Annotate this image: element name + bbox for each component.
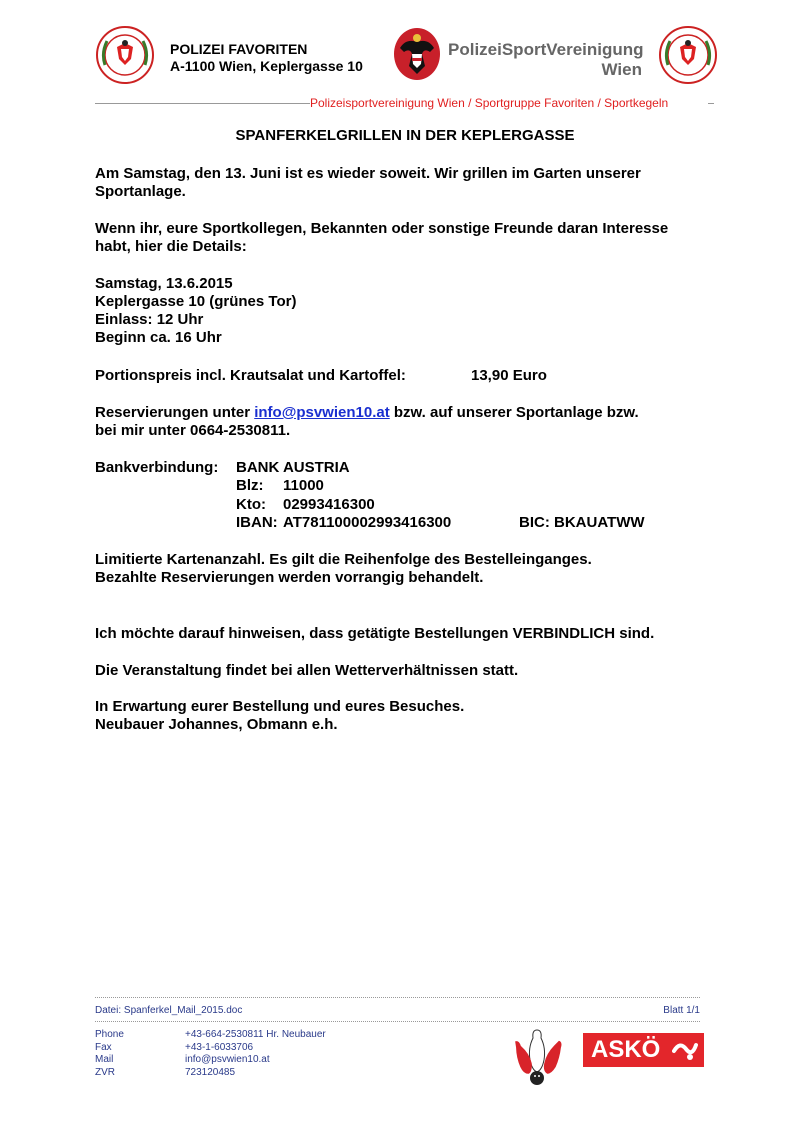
footer-rule-bottom [95, 1021, 700, 1022]
sportkegeln-badge-right [658, 25, 718, 85]
contact-mail-value[interactable]: info@psvwien10.at [185, 1054, 270, 1065]
detail-start: Beginn ca. 16 Uhr [95, 329, 222, 346]
bic-value: BIC: BKAUATWW [519, 514, 645, 531]
document-title: SPANFERKELGRILLEN IN DER KEPLERGASSE [235, 127, 575, 144]
contact-fax-value: +43-1-6033706 [185, 1041, 254, 1053]
kto-value: 02993416300 [283, 496, 375, 513]
asko-logo [583, 1033, 704, 1067]
asko-swoosh-icon [672, 1037, 698, 1063]
closing-line-1: In Erwartung eurer Bestellung und eures Besuches. [95, 698, 465, 715]
header-rule-left [95, 103, 310, 104]
bank-label: Bankverbindung: [95, 459, 219, 476]
contact-phone-label: Phone [95, 1029, 124, 1040]
detail-date: Samstag, 13.6.2015 [95, 275, 233, 292]
contact-zvr-label: ZVR [95, 1066, 115, 1078]
limit-line-2: Bezahlte Reservierungen werden vorrangig behandelt. [95, 569, 484, 586]
asko-logo-text: ASKÖ [591, 1036, 661, 1063]
iban-label: IBAN: [236, 514, 278, 531]
blz-value: 11000 [283, 477, 324, 494]
contact-fax-label: Fax [95, 1041, 112, 1053]
reservation-suffix: bzw. auf unserer Sportanlage bzw. [393, 404, 639, 421]
psv-name-line2: Wien [601, 60, 642, 79]
footer-rule-top [95, 997, 700, 998]
footer-filename: Datei: Spanferkel_Mail_2015.doc [95, 1005, 243, 1016]
reservation-line-2: bei mir unter 0664-2530811. [95, 422, 291, 439]
header-rule-right [708, 103, 714, 104]
club-name: POLIZEI FAVORITEN [170, 41, 308, 57]
intro-line-1: Am Samstag, den 13. Juni ist es wieder soweit. Wir grillen im Garten unserer [95, 165, 641, 182]
iban-value: AT781100002993416300 [283, 514, 452, 531]
club-address: A-1100 Wien, Keplergasse 10 [170, 58, 363, 74]
weather-notice: Die Veranstaltung findet bei allen Wetterverhältnissen statt. [95, 662, 519, 679]
contact-mail-label: Mail [95, 1054, 114, 1065]
intro-line-2: Sportanlage. [95, 183, 186, 200]
closing-line-2: Neubauer Johannes, Obmann e.h. [95, 716, 338, 733]
psv-name-line1: PolizeiSportVereinigung [448, 40, 644, 59]
psv-eagle-crest [392, 26, 442, 82]
bowling-pins-logo [512, 1026, 562, 1086]
invite-line-1: Wenn ihr, eure Sportkollegen, Bekannten oder sonstige Freunde daran Interesse [95, 220, 669, 237]
kto-label: Kto: [236, 496, 266, 513]
binding-notice: Ich möchte darauf hinweisen, dass getätigte Bestellungen VERBINDLICH sind. [95, 625, 655, 642]
detail-location: Keplergasse 10 (grünes Tor) [95, 293, 297, 310]
bank-name: BANK AUSTRIA [236, 459, 350, 476]
header-tagline: Polizeisportvereinigung Wien / Sportgruppe Favoriten / Sportkegeln [310, 96, 669, 110]
sportkegeln-badge-left [95, 25, 155, 85]
blz-label: Blz: [236, 477, 264, 494]
contact-zvr-value: 723120485 [185, 1066, 236, 1078]
price-value: 13,90 Euro [471, 367, 547, 384]
invite-line-2: habt, hier die Details: [95, 238, 247, 255]
contact-phone-value: +43-664-2530811 Hr. Neubauer [185, 1029, 326, 1040]
reservation-prefix: Reservierungen unter [95, 404, 251, 421]
footer-page: Blatt 1/1 [663, 1005, 700, 1016]
detail-admission: Einlass: 12 Uhr [95, 311, 204, 328]
limit-line-1: Limitierte Kartenanzahl. Es gilt die Reihenfolge des Bestelleinganges. [95, 551, 592, 568]
price-label: Portionspreis incl. Krautsalat und Kartoffel: [95, 367, 406, 384]
reservation-email-link[interactable]: info@psvwien10.at [254, 404, 390, 421]
